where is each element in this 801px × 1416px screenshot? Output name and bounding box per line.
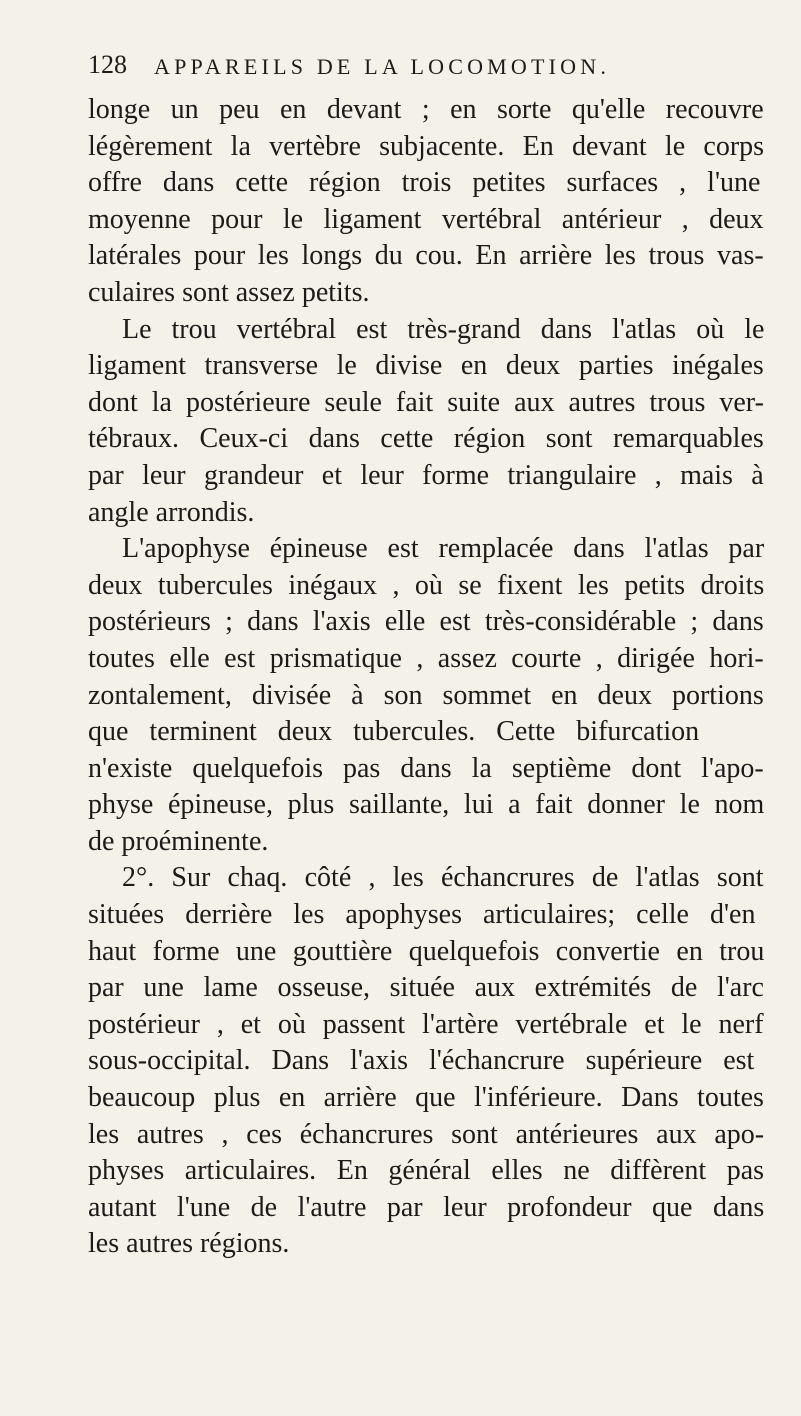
text-line: 2°. Sur chaq. côté , les échancrures de l'atlas sont	[122, 862, 764, 894]
text-line: postérieur , et où passent l'artère vertébrale et le nerf	[88, 1008, 764, 1040]
page-number: 128	[88, 50, 127, 79]
text-line: les autres , ces échancrures sont antérieures aux apo-	[88, 1118, 765, 1150]
text-line: par une lame osseuse, située aux extrémités de l'arc	[88, 972, 764, 1004]
text-line: que terminent deux tubercules. Cette bifurcation	[88, 716, 700, 748]
text-line: moyenne pour le ligament vertébral antérieur , deux	[88, 203, 764, 235]
running-title: APPAREILS DE LA LOCOMOTION.	[154, 54, 611, 79]
text-line: deux tubercules inégaux , où se fixent les petits droits	[88, 569, 765, 601]
text-line: offre dans cette région trois petites surfaces , l'une	[88, 167, 761, 199]
text-line: angle arrondis.	[88, 496, 255, 528]
text-line: ligament transverse le divise en deux parties inégales	[88, 350, 764, 382]
text-line: de proéminente.	[88, 825, 269, 857]
text-line: n'existe quelquefois pas dans la septième dont l'apo-	[88, 752, 764, 784]
text-line: zontalement, divisée à son sommet en deux portions	[88, 679, 764, 711]
text-line: autant l'une de l'autre par leur profondeur que dans	[88, 1191, 765, 1223]
text-line: physes articulaires. En général elles ne diffèrent pas	[88, 1155, 765, 1187]
text-line: légèrement la vertèbre subjacente. En devant le corps	[88, 130, 765, 162]
text-line: dont la postérieure seule fait suite aux autres trous ver-	[88, 386, 764, 418]
page-header	[88, 50, 768, 86]
text-line: les autres régions.	[88, 1228, 290, 1260]
text-line: L'apophyse épineuse est remplacée dans l'atlas par	[122, 533, 765, 565]
text-line: postérieurs ; dans l'axis elle est très-considérable ; dans	[88, 606, 764, 638]
text-line: tébraux. Ceux-ci dans cette région sont remarquables	[88, 423, 764, 455]
text-line: sous-occipital. Dans l'axis l'échancrure supérieure est	[88, 1045, 755, 1077]
text-line: par leur grandeur et leur forme triangulaire , mais à	[88, 459, 764, 491]
text-line: longe un peu en devant ; en sorte qu'elle recouvre	[88, 94, 764, 125]
text-line: beaucoup plus en arrière que l'inférieure. Dans toutes	[88, 1082, 764, 1114]
text-line: culaires sont assez petits.	[88, 276, 370, 308]
text-line: haut forme une gouttière quelquefois convertie en trou	[88, 935, 765, 967]
text-line: toutes elle est prismatique , assez courte , dirigée hori-	[88, 642, 764, 674]
text-line: latérales pour les longs du cou. En arrière les trous vas-	[88, 240, 764, 272]
body-text	[88, 92, 778, 1263]
text-line: Le trou vertébral est très-grand dans l'atlas où le	[122, 313, 765, 345]
text-line: physe épineuse, plus saillante, lui a fait donner le nom	[88, 789, 765, 821]
text-line: situées derrière les apophyses articulaires; celle d'en	[88, 899, 756, 931]
